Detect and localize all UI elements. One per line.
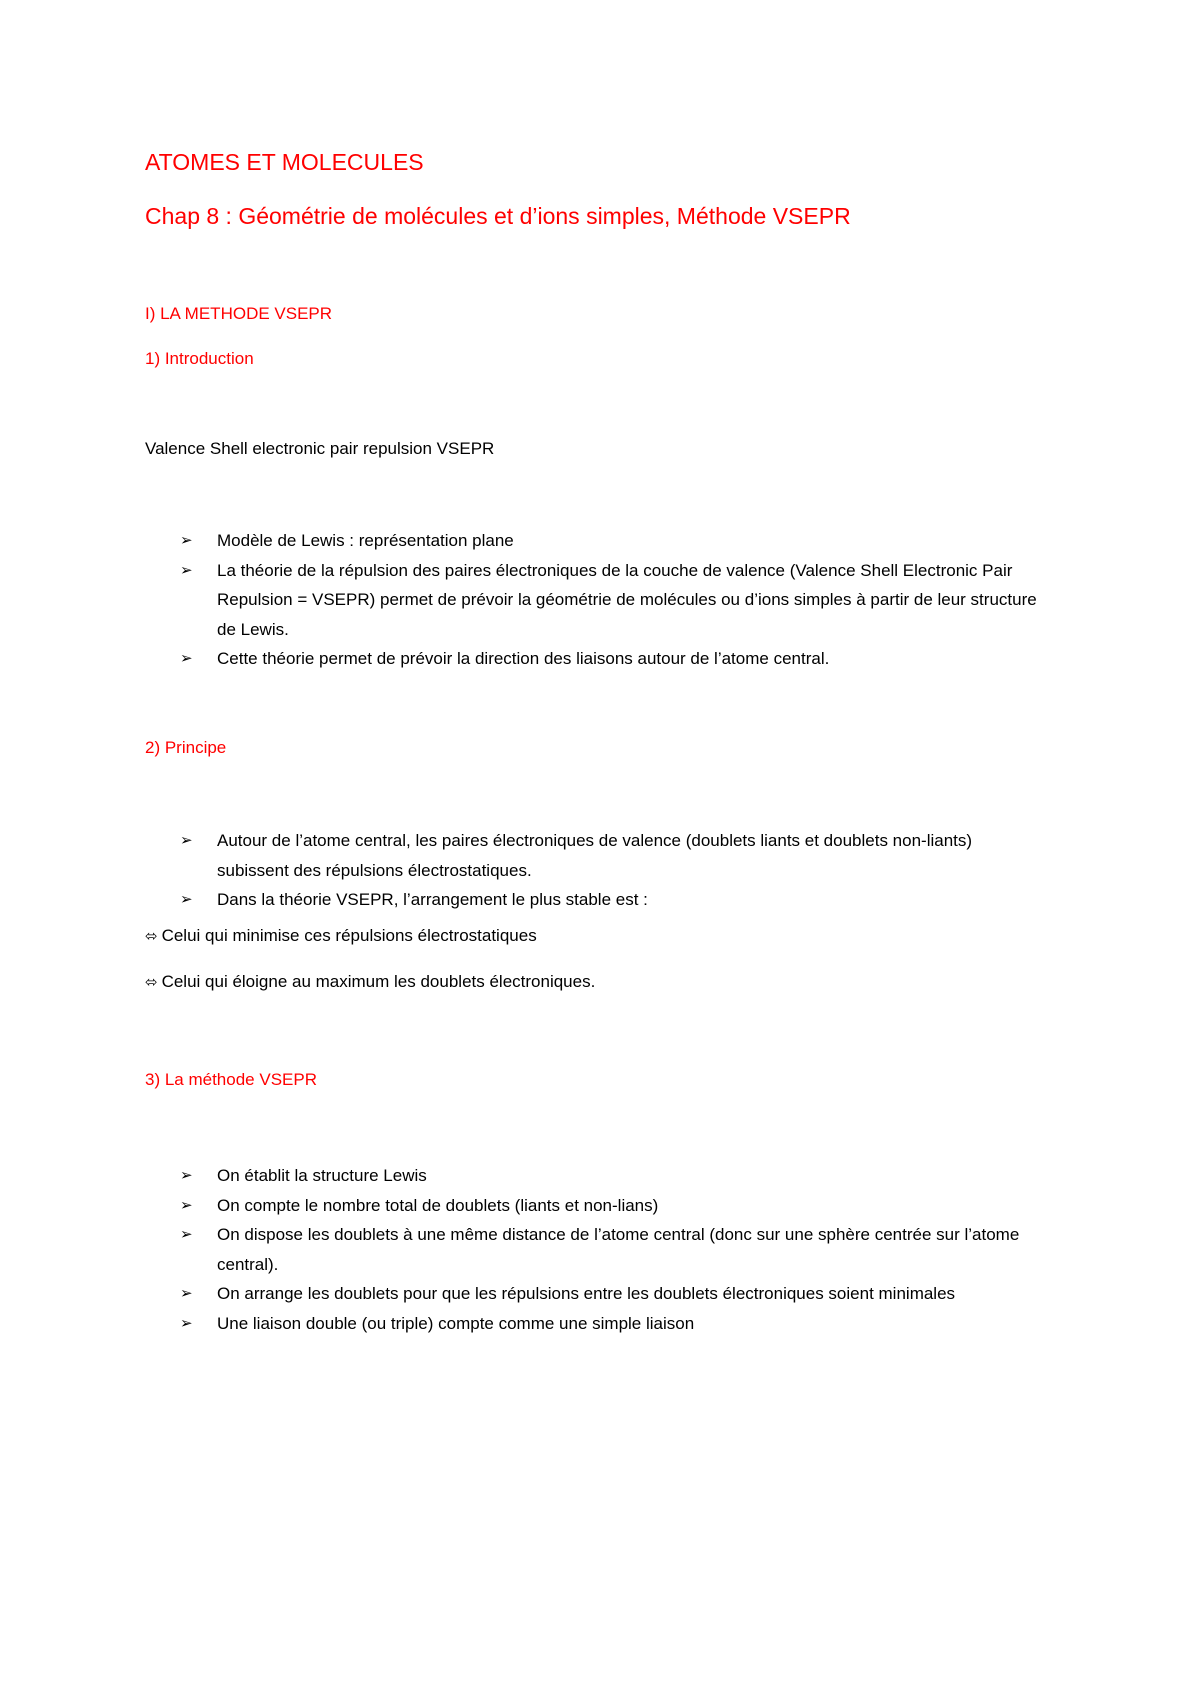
list-item [145,1161,1045,1191]
arrowhead-bullet-icon: ➢ [180,532,193,549]
arrowhead-bullet-icon: ➢ [180,1196,193,1214]
document-title: ATOMES ET MOLECULES [145,149,424,175]
equivalence-text: Celui qui éloigne au maximum les doublets électroniques. [161,972,596,991]
arrowhead-bullet-icon: ➢ [180,1167,193,1184]
list-item-text: Modèle de Lewis : représentation plane [217,531,514,550]
list-item [145,644,1045,674]
list-item [145,1279,1045,1309]
subsection-heading-principe: 2) Principe [145,738,227,757]
equivalence-text: Celui qui minimise ces répulsions électrostatiques [161,926,537,945]
arrowhead-bullet-icon: ➢ [180,1285,193,1302]
list-item-text: On dispose les doublets à une même distance de l’atome central (donc sur une sphère centrée sur l’atome central). [217,1225,1020,1274]
list-item [145,526,1045,556]
list-item-text: Une liaison double (ou triple) compte comme une simple liaison [217,1313,695,1333]
double-arrow-icon: ⬄ [145,974,158,991]
methode-bullet-list [145,1161,1045,1338]
subsection-heading-introduction: 1) Introduction [145,349,254,368]
arrowhead-bullet-icon: ➢ [180,561,193,579]
equivalence-line [145,926,537,946]
list-item-text: Dans la théorie VSEPR, l’arrangement le plus stable est : [217,890,648,909]
list-item [145,885,1045,915]
list-item-text: La théorie de la répulsion des paires électroniques de la couche de valence (Valence Shell Electronic Pair Repulsion = VSEPR) permet de prévoir la géométrie de molécules ou d’ions simples à partir de leur structure de Lewis. [217,560,1037,639]
list-item [145,1309,1045,1339]
chapter-title: Chap 8 : Géométrie de molécules et d’ions simples, Méthode VSEPR [145,203,851,229]
arrowhead-bullet-icon: ➢ [180,832,193,849]
list-item [145,826,1045,885]
list-item [145,1220,1045,1279]
list-item-text: Autour de l’atome central, les paires électroniques de valence (doublets liants et doublets non-liants) subissent des répulsions électrostatiques. [217,831,973,880]
arrowhead-bullet-icon: ➢ [180,650,193,667]
list-item-text: On compte le nombre total de doublets (liants et non-lians) [217,1195,659,1215]
list-item-text: On arrange les doublets pour que les répulsions entre les doublets électroniques soient minimales [217,1284,956,1303]
arrowhead-bullet-icon: ➢ [180,891,193,908]
list-item [145,1191,1045,1221]
equivalence-line [145,972,595,992]
section-heading-methode: I) LA METHODE VSEPR [145,304,333,323]
arrowhead-bullet-icon: ➢ [180,1226,193,1243]
list-item [145,556,1045,645]
double-arrow-icon: ⬄ [145,928,158,945]
intro-paragraph: Valence Shell electronic pair repulsion VSEPR [145,439,495,458]
principe-bullet-list [145,826,1045,915]
list-item-text: Cette théorie permet de prévoir la direction des liaisons autour de l’atome central. [217,649,830,668]
list-item-text: On établit la structure Lewis [217,1166,427,1185]
introduction-bullet-list [145,526,1045,674]
subsection-heading-methode-vsepr: 3) La méthode VSEPR [145,1070,317,1089]
arrowhead-bullet-icon: ➢ [180,1314,193,1332]
